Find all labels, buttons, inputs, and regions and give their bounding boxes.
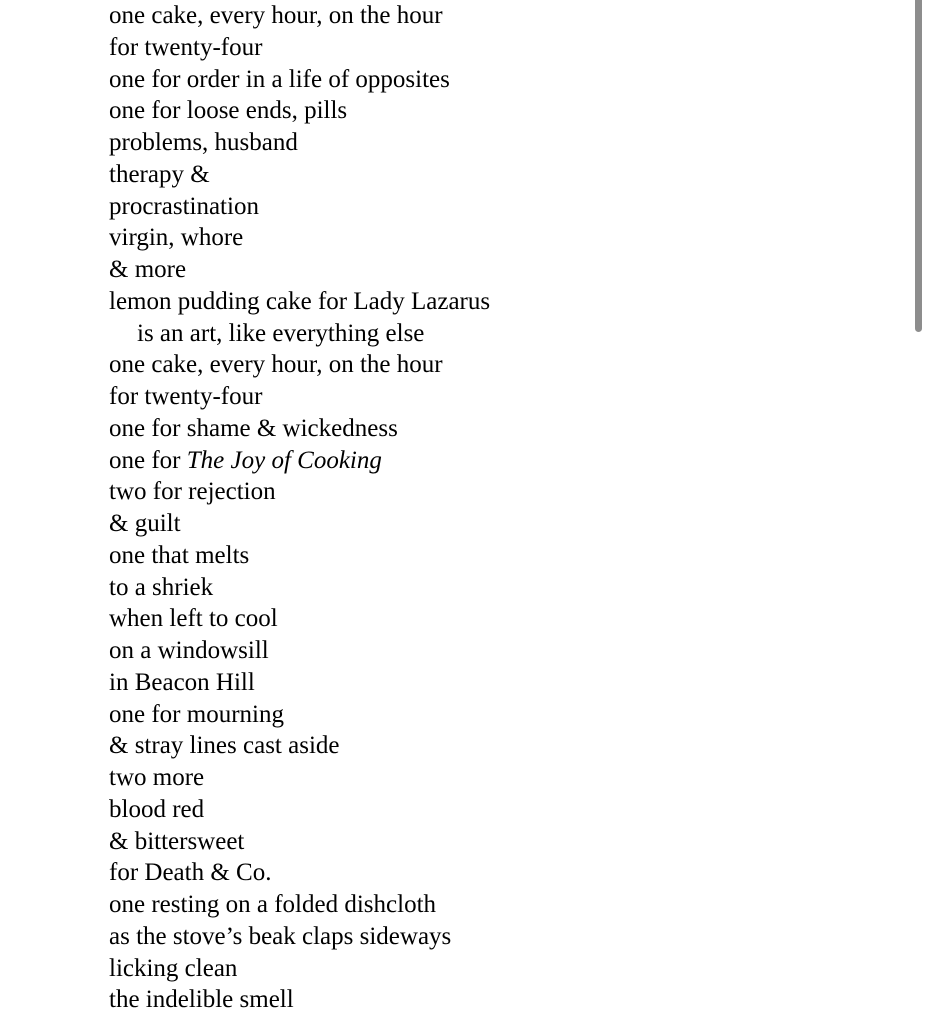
scrollbar-thumb[interactable]: [915, 0, 922, 332]
poem-line-segment: one for loose ends, pills: [109, 97, 348, 125]
poem-line-segment: lemon pudding cake for Lady Lazarus: [109, 287, 491, 315]
poem-line-segment: for twenty-four: [109, 383, 263, 410]
poem-line-segment-italic: The Joy of Cooking: [186, 446, 382, 474]
poem-line-segment: virgin, whore: [109, 224, 244, 252]
poem-line-segment: therapy &: [109, 160, 210, 188]
poem-line-segment: problems, husband: [109, 129, 298, 156]
poem-line: [109, 857, 888, 889]
poem-line-segment: one for mourning: [109, 700, 284, 728]
poem-line-segment: for Death & Co.: [109, 859, 272, 887]
poem-line: [109, 794, 888, 826]
poem-line-segment: procrastination: [109, 192, 259, 220]
poem-line: [109, 381, 888, 413]
poem-line: [109, 730, 888, 762]
poem-line-segment: is an art, like everything else: [137, 319, 425, 347]
poem-line: [109, 191, 888, 223]
poem-line: [109, 413, 888, 445]
poem-line-segment: one for: [109, 446, 187, 474]
poem-line: [109, 476, 888, 508]
poem-line-segment: one for shame & wickedness: [109, 414, 398, 442]
poem-line-segment: for twenty-four: [109, 33, 263, 61]
poem-line-segment: one cake, every hour, on the hour: [109, 351, 443, 379]
poem-line: [109, 0, 888, 32]
poem-line: [109, 254, 888, 286]
poem-line: [109, 984, 888, 1016]
poem-line-segment: in Beacon Hill: [109, 668, 255, 696]
poem-text: [109, 0, 888, 1016]
poem-line-segment: & stray lines cast aside: [109, 732, 340, 760]
poem-line: [109, 445, 888, 477]
poem-line-segment: on a windowsill: [109, 637, 269, 664]
poem-line-segment: & more: [109, 256, 187, 283]
poem-line: [109, 349, 888, 381]
poem-line-segment: one resting on a folded dishcloth: [109, 891, 437, 918]
poem-line: [109, 32, 888, 64]
poem-line: [109, 953, 888, 985]
poem-line: [109, 826, 888, 858]
poem-line: [109, 64, 888, 96]
poem-line-segment: as the stove’s beak claps sideways: [109, 922, 452, 950]
poem-line: [109, 540, 888, 572]
poem-line: [109, 603, 888, 635]
poem-line-segment: to a shriek: [109, 573, 214, 601]
poem-line: [109, 667, 888, 699]
poem-line: [109, 222, 888, 254]
poem-line: [109, 572, 888, 604]
poem-line-segment: two more: [109, 764, 205, 791]
poem-line: [109, 95, 888, 127]
poem-line: [109, 762, 888, 794]
poem-line: [109, 508, 888, 540]
poem-line-segment: one for order in a life of opposites: [109, 65, 450, 93]
poem-line: [109, 921, 888, 953]
poem-line: [109, 318, 888, 350]
poem-line-segment: one that melts: [109, 541, 250, 569]
poem-line-segment: & bittersweet: [109, 827, 245, 855]
poem-line-segment: when left to cool: [109, 605, 278, 633]
poem-line: [109, 286, 888, 318]
poem-line-segment: the indelible smell: [109, 986, 294, 1014]
poem-line: [109, 635, 888, 667]
poem-line-segment: blood red: [109, 795, 205, 823]
poem-line-segment: one cake, every hour, on the hour: [109, 2, 443, 29]
poem-line: [109, 699, 888, 731]
poem-line: [109, 889, 888, 921]
poem-line: [109, 159, 888, 191]
poem-line: [109, 127, 888, 159]
poem-line-segment: two for rejection: [109, 478, 276, 506]
poem-line-segment: & guilt: [109, 510, 181, 537]
poem-line-segment: licking clean: [109, 954, 238, 982]
